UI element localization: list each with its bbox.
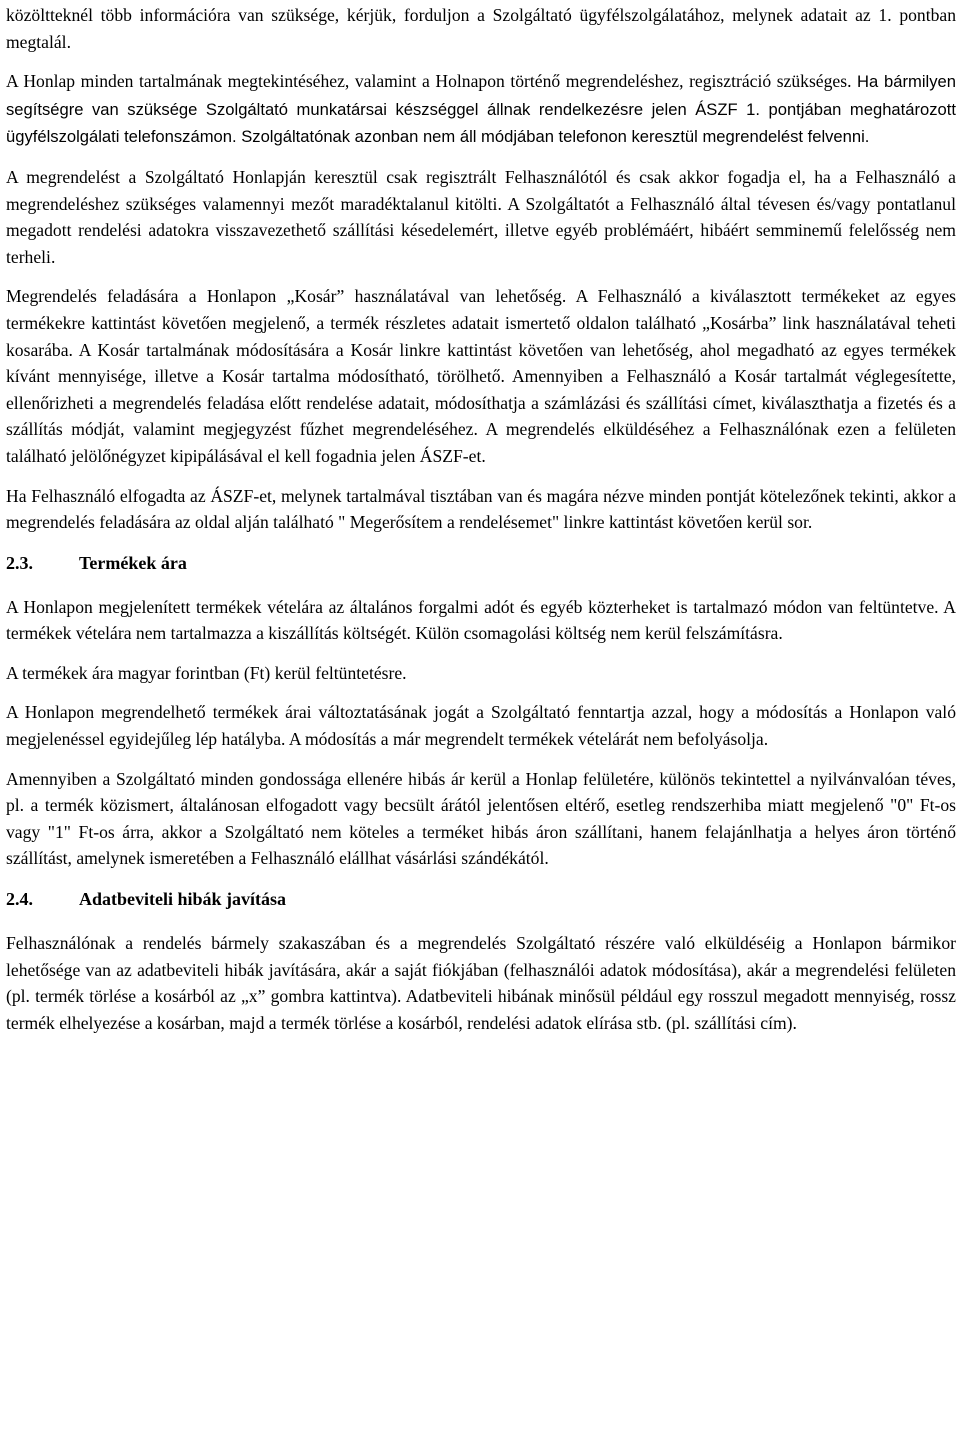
section-heading-input-errors (6, 886, 956, 912)
section-title: Adatbeviteli hibák javítása (79, 889, 287, 910)
paragraph-input-error-fix: Felhasználónak a rendelés bármely szakaszában és a megrendelés Szolgáltató részére való elküldéséig a Honlapon bármikor lehetősége van az adatbeviteli hibák javítására, akár a saját fiókjában (felhasználói adatok módosítása), akár a megrendelési felületen (pl. termék törlése a kosárból az „x” gombra kattintva). Adatbeviteli hibának minősül például egy rosszul megadott mennyiség, rossz termék elhelyezése a kosárban, majd a termék törlése a kosárból, rendelési adatok elírása stb. (pl. szállítási cím). (6, 933, 956, 1033)
paragraph-price-currency: A termékek ára magyar forintban (Ft) kerül feltüntetésre. (6, 662, 407, 683)
paragraph-support-text: Ha bármilyen segítségre van szüksége Szolgáltató munkatársai készséggel állnak rendelkezésre jelen ÁSZF 1. pontjában meghatározott ügyfélszolgálati telefonszámon. Szolgáltatónak azonban nem áll módjában telefonon keresztül megrendelést felvenni. (6, 72, 956, 147)
section-number: 2.3. (6, 552, 33, 573)
paragraph-contact-info: közöltteknél több információra van szüksége, kérjük, forduljon a Szolgáltató ügyfélszolgálatához, melynek adatait az 1. pontban megtalál. (6, 5, 956, 52)
section-title: Termékek ára (79, 552, 187, 573)
paragraph-order-acceptance: A megrendelést a Szolgáltató Honlapján keresztül csak regisztrált Felhasználótól és csak akkor fogadja el, ha a Felhasználó a megrendeléshez szükséges valamennyi mezőt maradéktalanul kitölti. A Szolgáltatót a Felhasználó által tévesen és/vagy pontatlanul megadott rendelési adatokra visszavezethető szállítási késedelemért, illetve egyéb problémáért, hibáért semminemű felelősség nem terheli. (6, 166, 956, 267)
section-number: 2.4. (6, 889, 33, 910)
paragraph-wrong-price: Amennyiben a Szolgáltató minden gondossága ellenére hibás ár kerül a Honlap felületére, különös tekintettel a nyilvánvalóan téves, pl. a termék közismert, általánosan elfogadott vagy becsült árától jelentősen eltérő, esetleg rendszerhiba miatt megjelenő "0" Ft-os vagy "1" Ft-os árra, akkor a Szolgáltató nem köteles a terméket hibás áron szállítani, hanem felajánlhatja a helyes áron történő szállítást, amelynek ismeretében a Felhasználó elállhat vásárlási szándékától. (6, 768, 956, 869)
paragraph-registration-text: A Honlap minden tartalmának megtekintéséhez, valamint a Holnapon történő megrendeléshez, regisztráció szükséges. (6, 71, 858, 92)
paragraph-order-confirmation: Ha Felhasználó elfogadta az ÁSZF-et, melynek tartalmával tisztában van és magára nézve minden pontját kötelezőnek tekinti, akkor a megrendelés feladására az oldal alján található " Megerősítem a rendelésemet" linkre kattintást követően kerül sor. (6, 485, 956, 533)
paragraph-price-vat: A Honlapon megjelenített termékek vételára az általános forgalmi adót és egyéb közterheket is tartalmazó módon van feltüntetve. A termékek vételára nem tartalmazza a kiszállítás költségét. Külön csomagolási költség nem kerül felszámításra. (6, 596, 956, 644)
document-page (6, 0, 956, 1049)
paragraph-registration (6, 68, 956, 151)
section-heading-prices (6, 550, 956, 576)
paragraph-price-change: A Honlapon megrendelhető termékek árai változtatásának jogát a Szolgáltató fenntartja azzal, hogy a módosítás a Honlapon való megjelenéssel egyidejűleg lép hatályba. A módosítás a már megrendelt termékek vételárát nem befolyásolja. (6, 702, 956, 750)
paragraph-cart-usage: Megrendelés feladására a Honlapon „Kosár” használatával van lehetőség. A Felhasználó a kiválasztott termékeket az egyes termékekre kattintást követően megjelenő, a termék részletes adatait ismertető oldalon található „Kosárba” link használatával teheti kosarába. A Kosár tartalmának módosítására a Kosár linkre kattintást követően van lehetőség, ahol megadható az egyes termékek kívánt mennyisége, illetve a Kosár tartalma módosítható, törölhető. Amennyiben a Felhasználó a Kosár tartalmát véglegesítette, ellenőrizheti a megrendelés feladása előtt rendelése adatait, módosíthatja a számlázási és szállítási címet, kiválaszthatja a fizetés és a szállítás módját, valamint megjegyzést fűzhet megrendeléséhez. A megrendelés elküldéséhez a Felhasználónak ezen a felületen található jelölőnégyzet kipipálásával el kell fogadnia jelen ÁSZF-et. (6, 286, 956, 466)
